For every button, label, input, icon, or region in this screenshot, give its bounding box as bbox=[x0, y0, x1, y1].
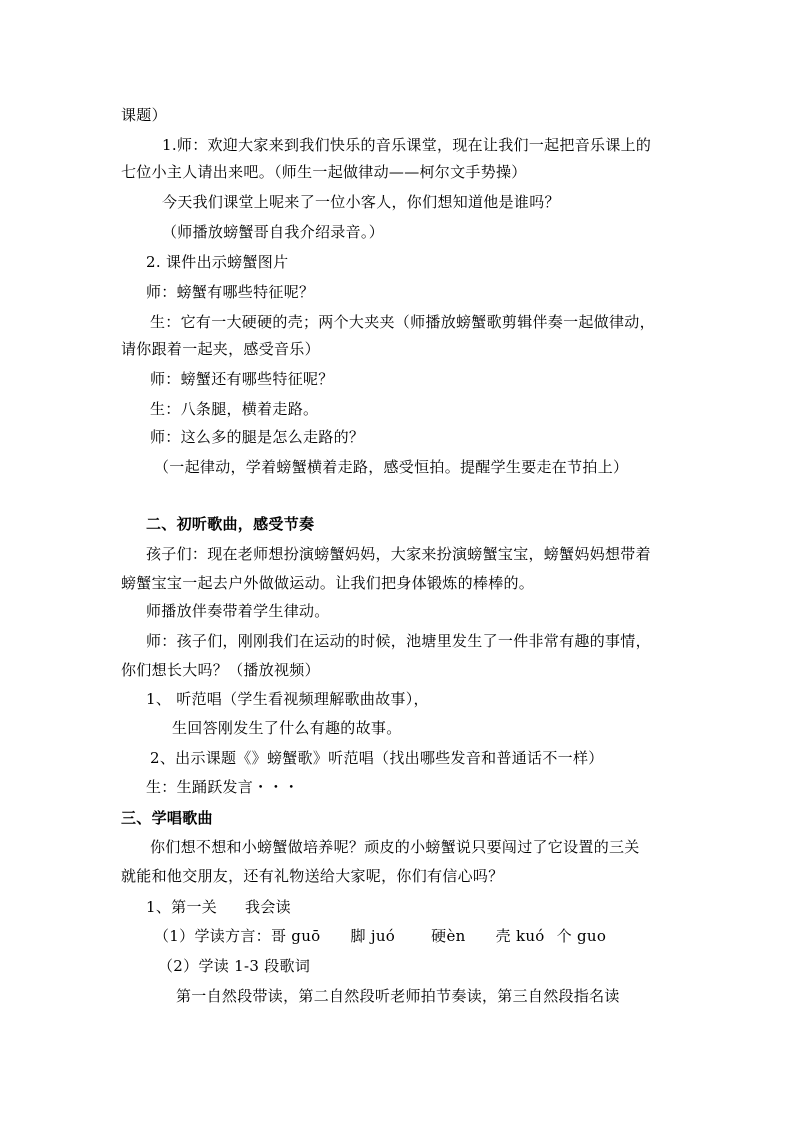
section-heading: 三、学唱歌曲 bbox=[121, 809, 213, 827]
text-line: 2、出示课题《》螃蟹歌》听范唱（找出哪些发音和普通话不一样） bbox=[150, 749, 604, 767]
text-line: 今天我们课堂上呢来了一位小客人，你们想知道他是谁吗？ bbox=[162, 193, 560, 211]
text-line: 师：螃蟹有哪些特征呢？ bbox=[146, 283, 315, 301]
text-line: 生：八条腿，横着走路。 bbox=[150, 400, 319, 418]
text-segment: 壳 kuó bbox=[495, 927, 545, 945]
text-line bbox=[154, 926, 606, 946]
text-line bbox=[146, 897, 291, 917]
text-line: 请你跟着一起夹，感受音乐） bbox=[121, 340, 320, 358]
text-line: （师播放螃蟹哥自我介绍录音。） bbox=[162, 223, 385, 241]
text-segment: 脚 juó bbox=[350, 927, 396, 945]
text-line: 师播放伴奏带着学生律动。 bbox=[146, 602, 330, 620]
text-line: 1、 听范唱（学生看视频理解歌曲故事）， bbox=[146, 690, 429, 708]
text-line: 师：孩子们，刚刚我们在运动的时候，池塘里发生了一件非常有趣的事情， bbox=[146, 632, 651, 650]
text-line: 生：它有一大硬硬的壳；两个大夹夹（师播放螃蟹歌剪辑伴奏一起做律动， bbox=[150, 313, 655, 331]
text-line: （2）学读 1-3 段歌词 bbox=[158, 957, 311, 975]
text-line: 孩子们：现在老师想扮演螃蟹妈妈，大家来扮演螃蟹宝宝，螃蟹妈妈想带着 bbox=[146, 545, 651, 563]
text-line: 生回答刚发生了什么有趣的故事。 bbox=[172, 719, 402, 737]
text-line: 第一自然段带读，第二自然段听老师拍节奏读，第三自然段指名读 bbox=[176, 987, 620, 1005]
text-segment: 硬èn bbox=[431, 927, 466, 945]
section-heading: 二、初听歌曲，感受节奏 bbox=[146, 515, 315, 533]
text-line: 你们想长大吗？（播放视频） bbox=[121, 661, 320, 679]
text-line: （一起律动，学着螃蟹横着走路，感受恒拍。提醒学生要走在节拍上） bbox=[154, 458, 629, 476]
text-line: 师：螃蟹还有哪些特征呢？ bbox=[150, 370, 334, 388]
text-line: 课题） bbox=[121, 106, 167, 124]
text-line: 师：这么多的腿是怎么走路的？ bbox=[150, 428, 365, 446]
text-segment: 1、第一关 bbox=[146, 898, 218, 916]
text-segment: 我会读 bbox=[245, 898, 291, 916]
text-line: 你们想不想和小螃蟹做培养呢？顽皮的小螃蟹说只要闯过了它设置的三关 bbox=[150, 838, 640, 856]
text-segment: 个 guo bbox=[556, 927, 607, 945]
text-line: 生：生踊跃发言・・・ bbox=[146, 778, 300, 796]
text-line: 就能和他交朋友，还有礼物送给大家呢，你们有信心吗？ bbox=[121, 867, 504, 885]
text-segment: （1）学读方言：哥 guō bbox=[154, 927, 321, 945]
text-line: 1.师：欢迎大家来到我们快乐的音乐课堂，现在让我们一起把音乐课上的 bbox=[162, 136, 652, 154]
text-line: 螃蟹宝宝一起去户外做做运动。让我们把身体锻炼的棒棒的。 bbox=[121, 574, 535, 592]
text-line: 七位小主人请出来吧。（师生一起做律动——柯尔文手势操） bbox=[121, 163, 527, 181]
text-line: 2. 课件出示螃蟹图片 bbox=[146, 253, 289, 271]
